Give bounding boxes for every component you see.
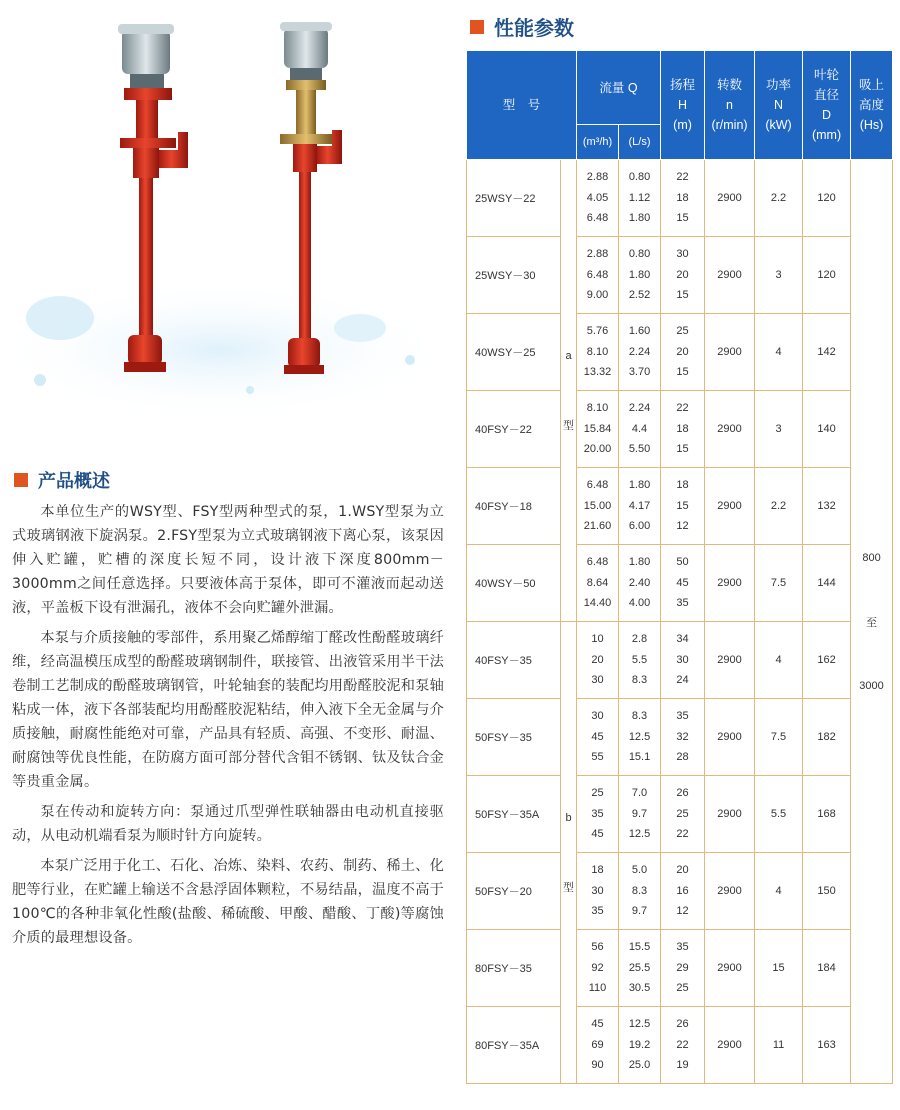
power-cell: 7.5	[755, 545, 803, 622]
model-cell: 40WSY－25	[467, 314, 561, 391]
head-cell-value: 22	[676, 828, 689, 841]
model-cell: 25WSY－30	[467, 237, 561, 314]
flow-ls-cell-value: 0.80	[628, 171, 651, 184]
flow-ls-cell-value: 2.40	[628, 576, 651, 589]
header-suction-unit: (Hs)	[859, 118, 884, 132]
flow-m3h-cell	[577, 468, 619, 545]
type-b-cell	[561, 622, 577, 1084]
flow-m3h-cell-value: 21.60	[583, 520, 612, 533]
model-cell: 50FSY－35A	[467, 776, 561, 853]
flow-m3h-cell-value: 15.00	[583, 499, 612, 512]
model-cell: 40FSY－35	[467, 622, 561, 699]
flow-ls-cell	[619, 930, 661, 1007]
flow-ls-cell-value: 1.80	[628, 268, 651, 281]
table-row	[467, 314, 893, 391]
power-cell: 3	[755, 237, 803, 314]
flow-m3h-cell-value: 30	[591, 884, 604, 897]
speed-cell: 2900	[705, 853, 755, 930]
table-row	[467, 237, 893, 314]
type-letter: b	[565, 811, 572, 824]
heading-bullet-icon	[470, 20, 484, 34]
head-cell-value: 28	[676, 751, 689, 764]
head-cell-value: 26	[676, 1018, 689, 1031]
head-cell-value: 35	[676, 941, 689, 954]
flow-ls-cell	[619, 545, 661, 622]
flow-m3h-cell-value: 8.64	[586, 576, 609, 589]
table-row	[467, 468, 893, 545]
flow-ls-cell-value: 2.52	[628, 289, 651, 302]
head-cell-value: 35	[676, 597, 689, 610]
flow-m3h-cell-value: 45	[591, 1018, 604, 1031]
header-model: 型 号	[467, 51, 577, 160]
flow-ls-cell-value: 5.0	[631, 864, 648, 877]
impeller-cell: 120	[803, 237, 851, 314]
head-cell	[661, 1007, 705, 1084]
flow-m3h-cell-value: 4.05	[586, 191, 609, 204]
head-cell	[661, 160, 705, 237]
flow-ls-cell-value: 4.4	[631, 422, 648, 435]
flow-ls-cell-value: 30.5	[628, 982, 651, 995]
power-cell: 4	[755, 314, 803, 391]
flow-m3h-cell-value: 110	[588, 982, 607, 995]
model-cell: 80FSY－35	[467, 930, 561, 1007]
header-head	[661, 51, 705, 160]
head-cell-value: 32	[676, 730, 689, 743]
flow-m3h-cell-value: 20.00	[583, 443, 612, 456]
power-cell: 11	[755, 1007, 803, 1084]
speed-cell: 2900	[705, 391, 755, 468]
power-cell: 5.5	[755, 776, 803, 853]
flow-m3h-cell-value: 90	[591, 1059, 604, 1072]
flow-ls-cell-value: 25.0	[628, 1059, 651, 1072]
flow-ls-cell-value: 25.5	[628, 961, 651, 974]
flow-m3h-cell	[577, 622, 619, 699]
product-overview	[12, 500, 444, 956]
performance-table	[466, 50, 893, 1084]
flow-m3h-cell-value: 9.00	[586, 289, 609, 302]
head-cell-value: 25	[676, 325, 689, 338]
flow-m3h-cell-value: 6.48	[586, 212, 609, 225]
flow-m3h-cell	[577, 699, 619, 776]
flow-m3h-cell-value: 30	[591, 710, 604, 723]
table-row	[467, 1007, 893, 1084]
pump-illustration	[0, 0, 460, 430]
head-cell-value: 20	[676, 268, 689, 281]
header-impeller	[803, 51, 851, 160]
table-row	[467, 699, 893, 776]
header-head-unit: (m)	[673, 118, 692, 132]
head-cell-value: 25	[676, 982, 689, 995]
suction-height-value: 3000	[859, 679, 884, 692]
head-cell-value: 15	[676, 443, 689, 456]
head-cell	[661, 622, 705, 699]
flow-ls-cell-value: 2.24	[628, 345, 651, 358]
head-cell	[661, 930, 705, 1007]
impeller-cell: 132	[803, 468, 851, 545]
header-speed-top: 转数	[717, 78, 743, 92]
head-cell	[661, 468, 705, 545]
model-cell: 50FSY－35	[467, 699, 561, 776]
flow-ls-cell	[619, 237, 661, 314]
flow-m3h-cell-value: 92	[591, 961, 604, 974]
speed-cell: 2900	[705, 160, 755, 237]
flow-ls-cell	[619, 1007, 661, 1084]
table-row	[467, 391, 893, 468]
header-power-sym: N	[774, 98, 784, 112]
impeller-cell: 168	[803, 776, 851, 853]
type-label: 型	[563, 419, 574, 432]
flow-ls-cell-value: 9.7	[631, 905, 648, 918]
head-cell-value: 34	[676, 633, 689, 646]
header-impeller-mid: 直径	[814, 88, 840, 102]
table-row	[467, 853, 893, 930]
impeller-cell: 162	[803, 622, 851, 699]
flow-ls-cell	[619, 314, 661, 391]
overview-paragraph: 本泵与介质接触的零部件，系用聚乙烯醇缩丁醛改性酚醛玻璃纤维，经高温模压成型的酚醛玻璃钢制件，联接管、出液管采用半干法卷制工艺制成的酚醛玻璃钢管，叶轮轴套的装配均用酚醛胶泥和泵轴粘成一体，液下各部装配均用酚醛胶泥粘结，伸入液下全无金属与介质接触，耐腐性能绝对可靠，产品具有轻质、高强、不变形、耐温、耐腐蚀等优良性能，在防腐方面可部分替代含钼不锈钢、钛及钛合金等贵重金属。	[12, 630, 444, 790]
header-impeller-top: 叶轮	[814, 68, 840, 82]
header-suction	[851, 51, 893, 160]
head-cell-value: 18	[676, 422, 689, 435]
head-cell-value: 30	[676, 653, 689, 666]
overview-paragraph: 本泵广泛用于化工、石化、冶炼、染料、农药、制药、稀土、化肥等行业，在贮罐上输送不含悬浮固体颗粒，不易结晶，温度不高于100℃的各种非氧化性酸(盐酸、稀硫酸、甲酸、醋酸、丁酸)等腐蚀介质的最理想设备。	[12, 858, 444, 946]
head-cell-value: 22	[676, 171, 689, 184]
power-cell: 15	[755, 930, 803, 1007]
flow-ls-cell-value: 8.3	[631, 710, 648, 723]
flow-m3h-cell-value: 14.40	[583, 597, 612, 610]
flow-m3h-cell-value: 56	[591, 941, 604, 954]
head-cell	[661, 391, 705, 468]
flow-ls-cell	[619, 699, 661, 776]
table-row	[467, 930, 893, 1007]
speed-cell: 2900	[705, 237, 755, 314]
flow-ls-cell-value: 19.2	[628, 1038, 651, 1051]
flow-m3h-cell-value: 25	[591, 787, 604, 800]
flow-ls-cell-value: 15.5	[628, 941, 651, 954]
type-label: 型	[563, 881, 574, 894]
power-cell: 4	[755, 853, 803, 930]
head-cell-value: 22	[676, 1038, 689, 1051]
flow-m3h-cell	[577, 776, 619, 853]
head-cell-value: 19	[676, 1059, 689, 1072]
flow-ls-cell-value: 3.70	[628, 366, 651, 379]
header-speed-sym: n	[726, 98, 733, 112]
flow-ls-cell-value: 2.8	[631, 633, 648, 646]
impeller-cell: 142	[803, 314, 851, 391]
speed-cell: 2900	[705, 776, 755, 853]
flow-ls-cell-value: 8.3	[631, 884, 648, 897]
flow-m3h-cell-value: 18	[591, 864, 604, 877]
flow-m3h-cell	[577, 930, 619, 1007]
flow-ls-cell	[619, 776, 661, 853]
header-power-top: 功率	[766, 78, 792, 92]
header-head-sym: H	[678, 98, 688, 112]
header-flow: 流量 Q	[577, 51, 661, 125]
flow-ls-cell-value: 1.80	[628, 556, 651, 569]
flow-m3h-cell-value: 6.48	[586, 479, 609, 492]
params-heading	[470, 12, 574, 41]
head-cell-value: 15	[676, 289, 689, 302]
speed-cell: 2900	[705, 468, 755, 545]
head-cell-value: 45	[676, 576, 689, 589]
head-cell	[661, 853, 705, 930]
head-cell-value: 15	[676, 499, 689, 512]
flow-m3h-cell-value: 30	[591, 674, 604, 687]
table-row	[467, 545, 893, 622]
model-cell: 80FSY－35A	[467, 1007, 561, 1084]
head-cell	[661, 776, 705, 853]
flow-m3h-cell	[577, 314, 619, 391]
head-cell-value: 26	[676, 787, 689, 800]
header-suction-mid: 高度	[859, 98, 885, 112]
speed-cell: 2900	[705, 622, 755, 699]
head-cell	[661, 545, 705, 622]
flow-m3h-cell-value: 6.48	[586, 268, 609, 281]
power-cell: 2.2	[755, 160, 803, 237]
impeller-cell: 150	[803, 853, 851, 930]
flow-ls-cell-value: 1.80	[628, 479, 651, 492]
type-a-cell	[561, 160, 577, 622]
impeller-cell: 120	[803, 160, 851, 237]
heading-bullet-icon	[14, 473, 28, 487]
flow-ls-cell-value: 1.80	[628, 212, 651, 225]
overview-paragraph: 泵在传动和旋转方向：泵通过爪型弹性联轴器由电动机直接驱动，从电动机端看泵为顺时针方向旋转。	[12, 804, 444, 844]
flow-m3h-cell	[577, 160, 619, 237]
flow-m3h-cell-value: 45	[591, 828, 604, 841]
head-cell-value: 30	[676, 248, 689, 261]
speed-cell: 2900	[705, 545, 755, 622]
overview-heading-text: 产品概述	[38, 471, 110, 492]
flow-m3h-cell	[577, 1007, 619, 1084]
header-flow-m3h: (m³/h)	[577, 125, 619, 160]
type-letter: a	[565, 349, 572, 362]
flow-m3h-cell-value: 2.88	[586, 171, 609, 184]
flow-ls-cell	[619, 391, 661, 468]
flow-ls-cell-value: 4.17	[628, 499, 651, 512]
impeller-cell: 184	[803, 930, 851, 1007]
flow-m3h-cell-value: 5.76	[586, 325, 609, 338]
flow-m3h-cell	[577, 545, 619, 622]
table-row	[467, 776, 893, 853]
power-cell: 4	[755, 622, 803, 699]
flow-m3h-cell-value: 8.10	[586, 345, 609, 358]
flow-m3h-cell-value: 13.32	[583, 366, 612, 379]
head-cell	[661, 314, 705, 391]
head-cell-value: 35	[676, 710, 689, 723]
header-speed-unit: (r/min)	[711, 118, 748, 132]
product-photo	[0, 0, 460, 430]
impeller-cell: 182	[803, 699, 851, 776]
head-cell-value: 22	[676, 402, 689, 415]
impeller-cell: 163	[803, 1007, 851, 1084]
model-cell: 50FSY－20	[467, 853, 561, 930]
speed-cell: 2900	[705, 314, 755, 391]
flow-ls-cell-value: 4.00	[628, 597, 651, 610]
head-cell-value: 29	[676, 961, 689, 974]
overview-paragraph: 本单位生产的WSY型、FSY型两种型式的泵，1.WSY型泵为立式玻璃钢液下旋涡泵。2.FSY型泵为立式玻璃钢液下离心泵，该泵因伸入贮罐，贮槽的深度长短不同，设计液下深度800mm－3000mm之间任意选择。只要液体高于泵体，即可不灌液而起动送液，平盖板下设有泄漏孔，液体不会向贮罐外泄漏。	[12, 504, 444, 616]
flow-m3h-cell-value: 15.84	[583, 422, 612, 435]
flow-ls-cell-value: 5.5	[631, 653, 648, 666]
flow-ls-cell	[619, 468, 661, 545]
suction-height-value: 800	[862, 551, 881, 564]
suction-height-cell	[851, 160, 893, 1084]
flow-ls-cell	[619, 160, 661, 237]
flow-ls-cell-value: 8.3	[631, 674, 648, 687]
header-suction-top: 吸上	[859, 78, 885, 92]
flow-ls-cell	[619, 622, 661, 699]
flow-ls-cell-value: 1.12	[628, 191, 651, 204]
impeller-cell: 144	[803, 545, 851, 622]
flow-ls-cell-value: 15.1	[628, 751, 651, 764]
power-cell: 7.5	[755, 699, 803, 776]
flow-m3h-cell-value: 55	[591, 751, 604, 764]
params-heading-text: 性能参数	[494, 16, 574, 40]
flow-ls-cell-value: 2.24	[628, 402, 651, 415]
impeller-cell: 140	[803, 391, 851, 468]
overview-heading	[14, 467, 110, 493]
speed-cell: 2900	[705, 1007, 755, 1084]
model-cell: 40FSY－22	[467, 391, 561, 468]
flow-m3h-cell	[577, 853, 619, 930]
header-impeller-unit: (mm)	[811, 128, 842, 142]
head-cell-value: 12	[676, 905, 689, 918]
header-impeller-sym: D	[822, 108, 832, 122]
flow-ls-cell-value: 12.5	[628, 730, 651, 743]
flow-m3h-cell	[577, 237, 619, 314]
flow-m3h-cell-value: 20	[591, 653, 604, 666]
flow-ls-cell-value: 1.60	[628, 325, 651, 338]
header-head-top: 扬程	[670, 78, 696, 92]
table-row	[467, 622, 893, 699]
flow-m3h-cell-value: 45	[591, 730, 604, 743]
flow-m3h-cell-value: 35	[591, 905, 604, 918]
head-cell	[661, 237, 705, 314]
head-cell-value: 50	[676, 556, 689, 569]
flow-ls-cell-value: 9.7	[631, 807, 648, 820]
power-cell: 2.2	[755, 468, 803, 545]
table-row	[467, 160, 893, 237]
head-cell-value: 20	[676, 864, 689, 877]
model-cell: 25WSY－22	[467, 160, 561, 237]
flow-m3h-cell-value: 35	[591, 807, 604, 820]
head-cell-value: 20	[676, 345, 689, 358]
performance-table-body	[467, 160, 893, 1084]
head-cell-value: 25	[676, 807, 689, 820]
flow-ls-cell-value: 12.5	[628, 828, 651, 841]
flow-m3h-cell-value: 6.48	[586, 556, 609, 569]
speed-cell: 2900	[705, 930, 755, 1007]
head-cell-value: 24	[676, 674, 689, 687]
head-cell-value: 15	[676, 366, 689, 379]
power-cell: 3	[755, 391, 803, 468]
flow-ls-cell-value: 6.00	[628, 520, 651, 533]
flow-m3h-cell-value: 8.10	[586, 402, 609, 415]
flow-m3h-cell-value: 2.88	[586, 248, 609, 261]
head-cell	[661, 699, 705, 776]
head-cell-value: 12	[676, 520, 689, 533]
flow-ls-cell	[619, 853, 661, 930]
head-cell-value: 15	[676, 212, 689, 225]
header-speed	[705, 51, 755, 160]
flow-m3h-cell-value: 10	[591, 633, 604, 646]
flow-ls-cell-value: 0.80	[628, 248, 651, 261]
head-cell-value: 18	[676, 479, 689, 492]
flow-ls-cell-value: 12.5	[628, 1018, 651, 1031]
speed-cell: 2900	[705, 699, 755, 776]
flow-ls-cell-value: 5.50	[628, 443, 651, 456]
flow-m3h-cell	[577, 391, 619, 468]
suction-height-value: 至	[866, 616, 878, 629]
model-cell: 40WSY－50	[467, 545, 561, 622]
flow-m3h-cell-value: 69	[591, 1038, 604, 1051]
header-power	[755, 51, 803, 160]
header-power-unit: (kW)	[765, 118, 792, 132]
head-cell-value: 18	[676, 191, 689, 204]
model-cell: 40FSY－18	[467, 468, 561, 545]
head-cell-value: 16	[676, 884, 689, 897]
header-flow-ls: (L/s)	[619, 125, 661, 160]
flow-ls-cell-value: 7.0	[631, 787, 648, 800]
